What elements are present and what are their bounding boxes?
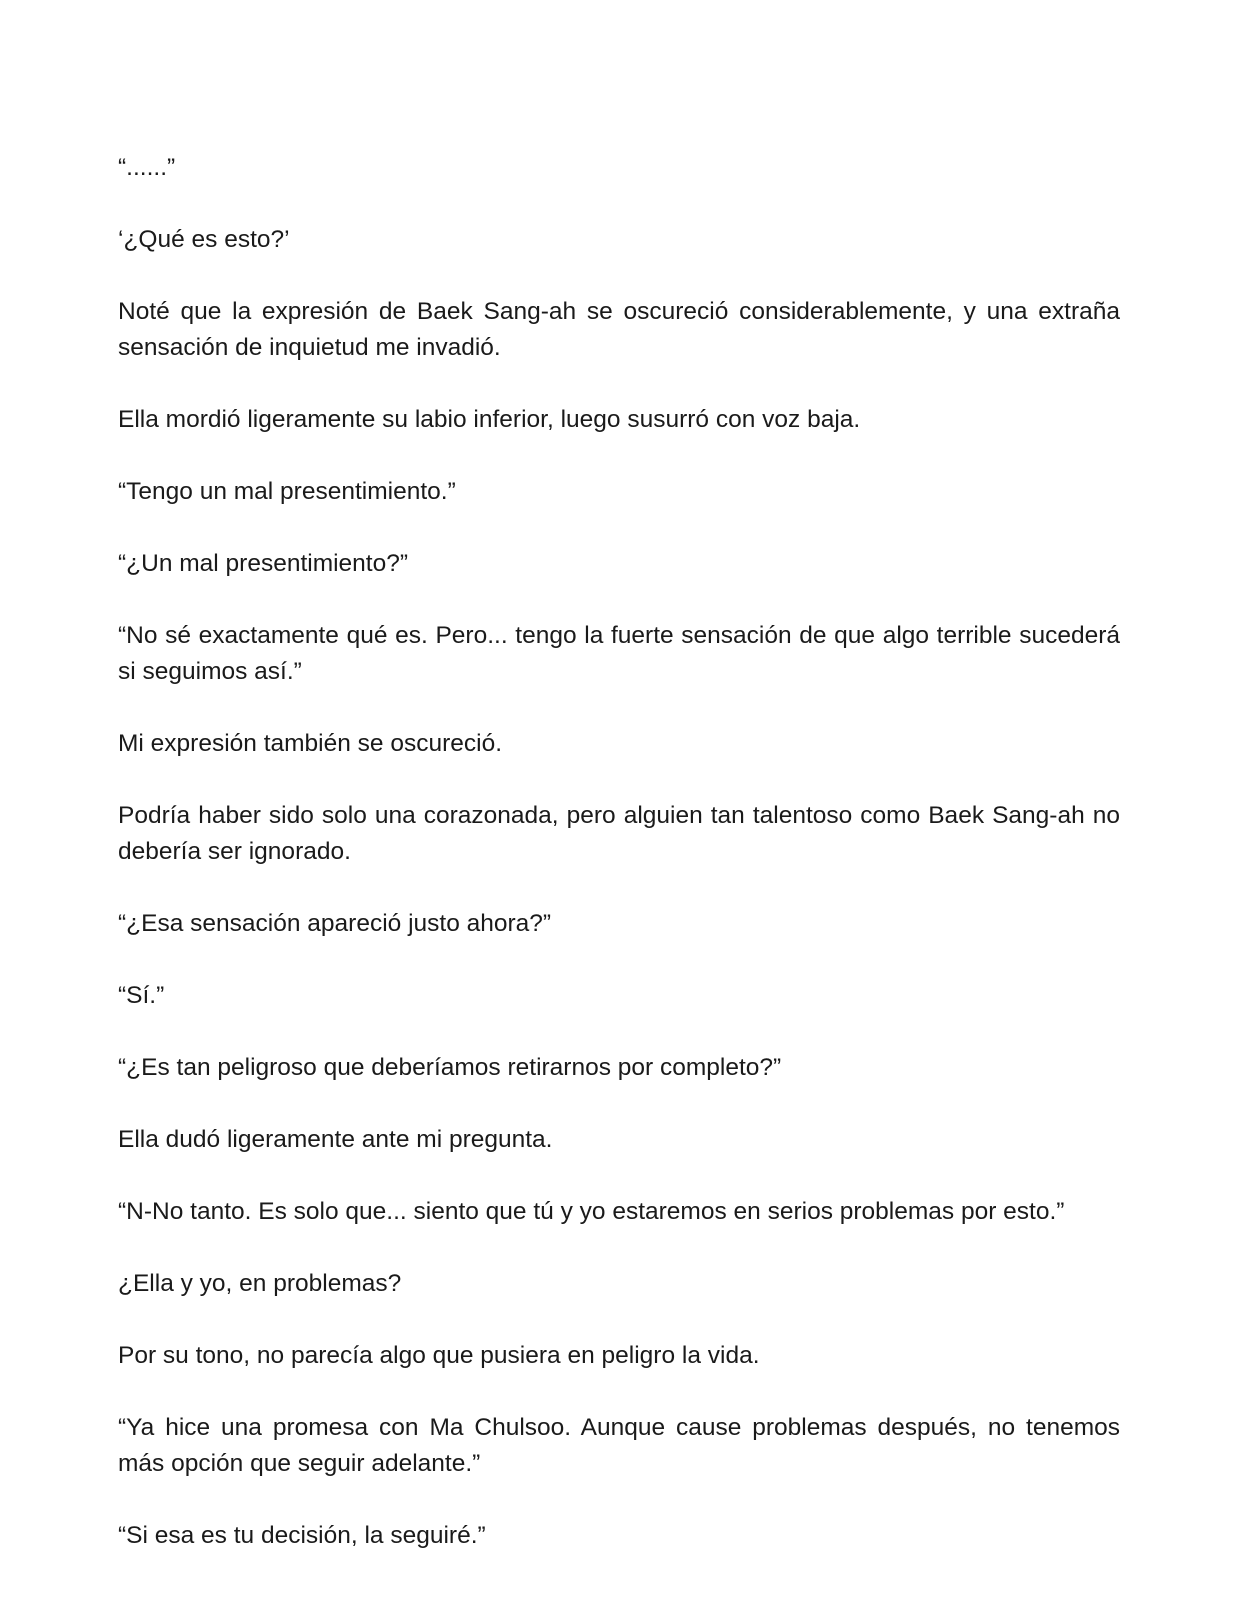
paragraph: ¿Ella y yo, en problemas? [118,1270,402,1297]
paragraph: “Sí.” [118,982,165,1009]
paragraph: “¿Un mal presentimiento?” [118,550,409,577]
paragraph: Ella mordió ligeramente su labio inferior, luego susurró con voz baja. [118,406,861,433]
paragraph: Podría haber sido solo una corazonada, pero alguien tan talentoso como Baek Sang-ah no debería ser ignorado. [118,802,1120,865]
paragraph: Ella dudó ligeramente ante mi pregunta. [118,1126,553,1153]
paragraph: “No sé exactamente qué es. Pero... tengo la fuerte sensación de que algo terrible sucederá si seguimos así.” [118,622,1120,685]
paragraph: Por su tono, no parecía algo que pusiera en peligro la vida. [118,1342,760,1369]
document-body [118,150,1120,1554]
paragraph: “Si esa es tu decisión, la seguiré.” [118,1522,486,1549]
paragraph: “¿Es tan peligroso que deberíamos retirarnos por completo?” [118,1054,782,1081]
paragraph: Mi expresión también se oscureció. [118,730,503,757]
paragraph: “Ya hice una promesa con Ma Chulsoo. Aunque cause problemas después, no tenemos más opción que seguir adelante.” [118,1414,1120,1477]
paragraph: “N-No tanto. Es solo que... siento que tú y yo estaremos en serios problemas por esto.” [118,1198,1065,1225]
paragraph: “Tengo un mal presentimiento.” [118,478,456,505]
paragraph: “......” [118,154,176,181]
paragraph: “¿Esa sensación apareció justo ahora?” [118,910,552,937]
paragraph: Noté que la expresión de Baek Sang-ah se oscureció considerablemente, y una extraña sensación de inquietud me invadió. [118,298,1120,361]
paragraph: ‘¿Qué es esto?’ [118,226,290,253]
